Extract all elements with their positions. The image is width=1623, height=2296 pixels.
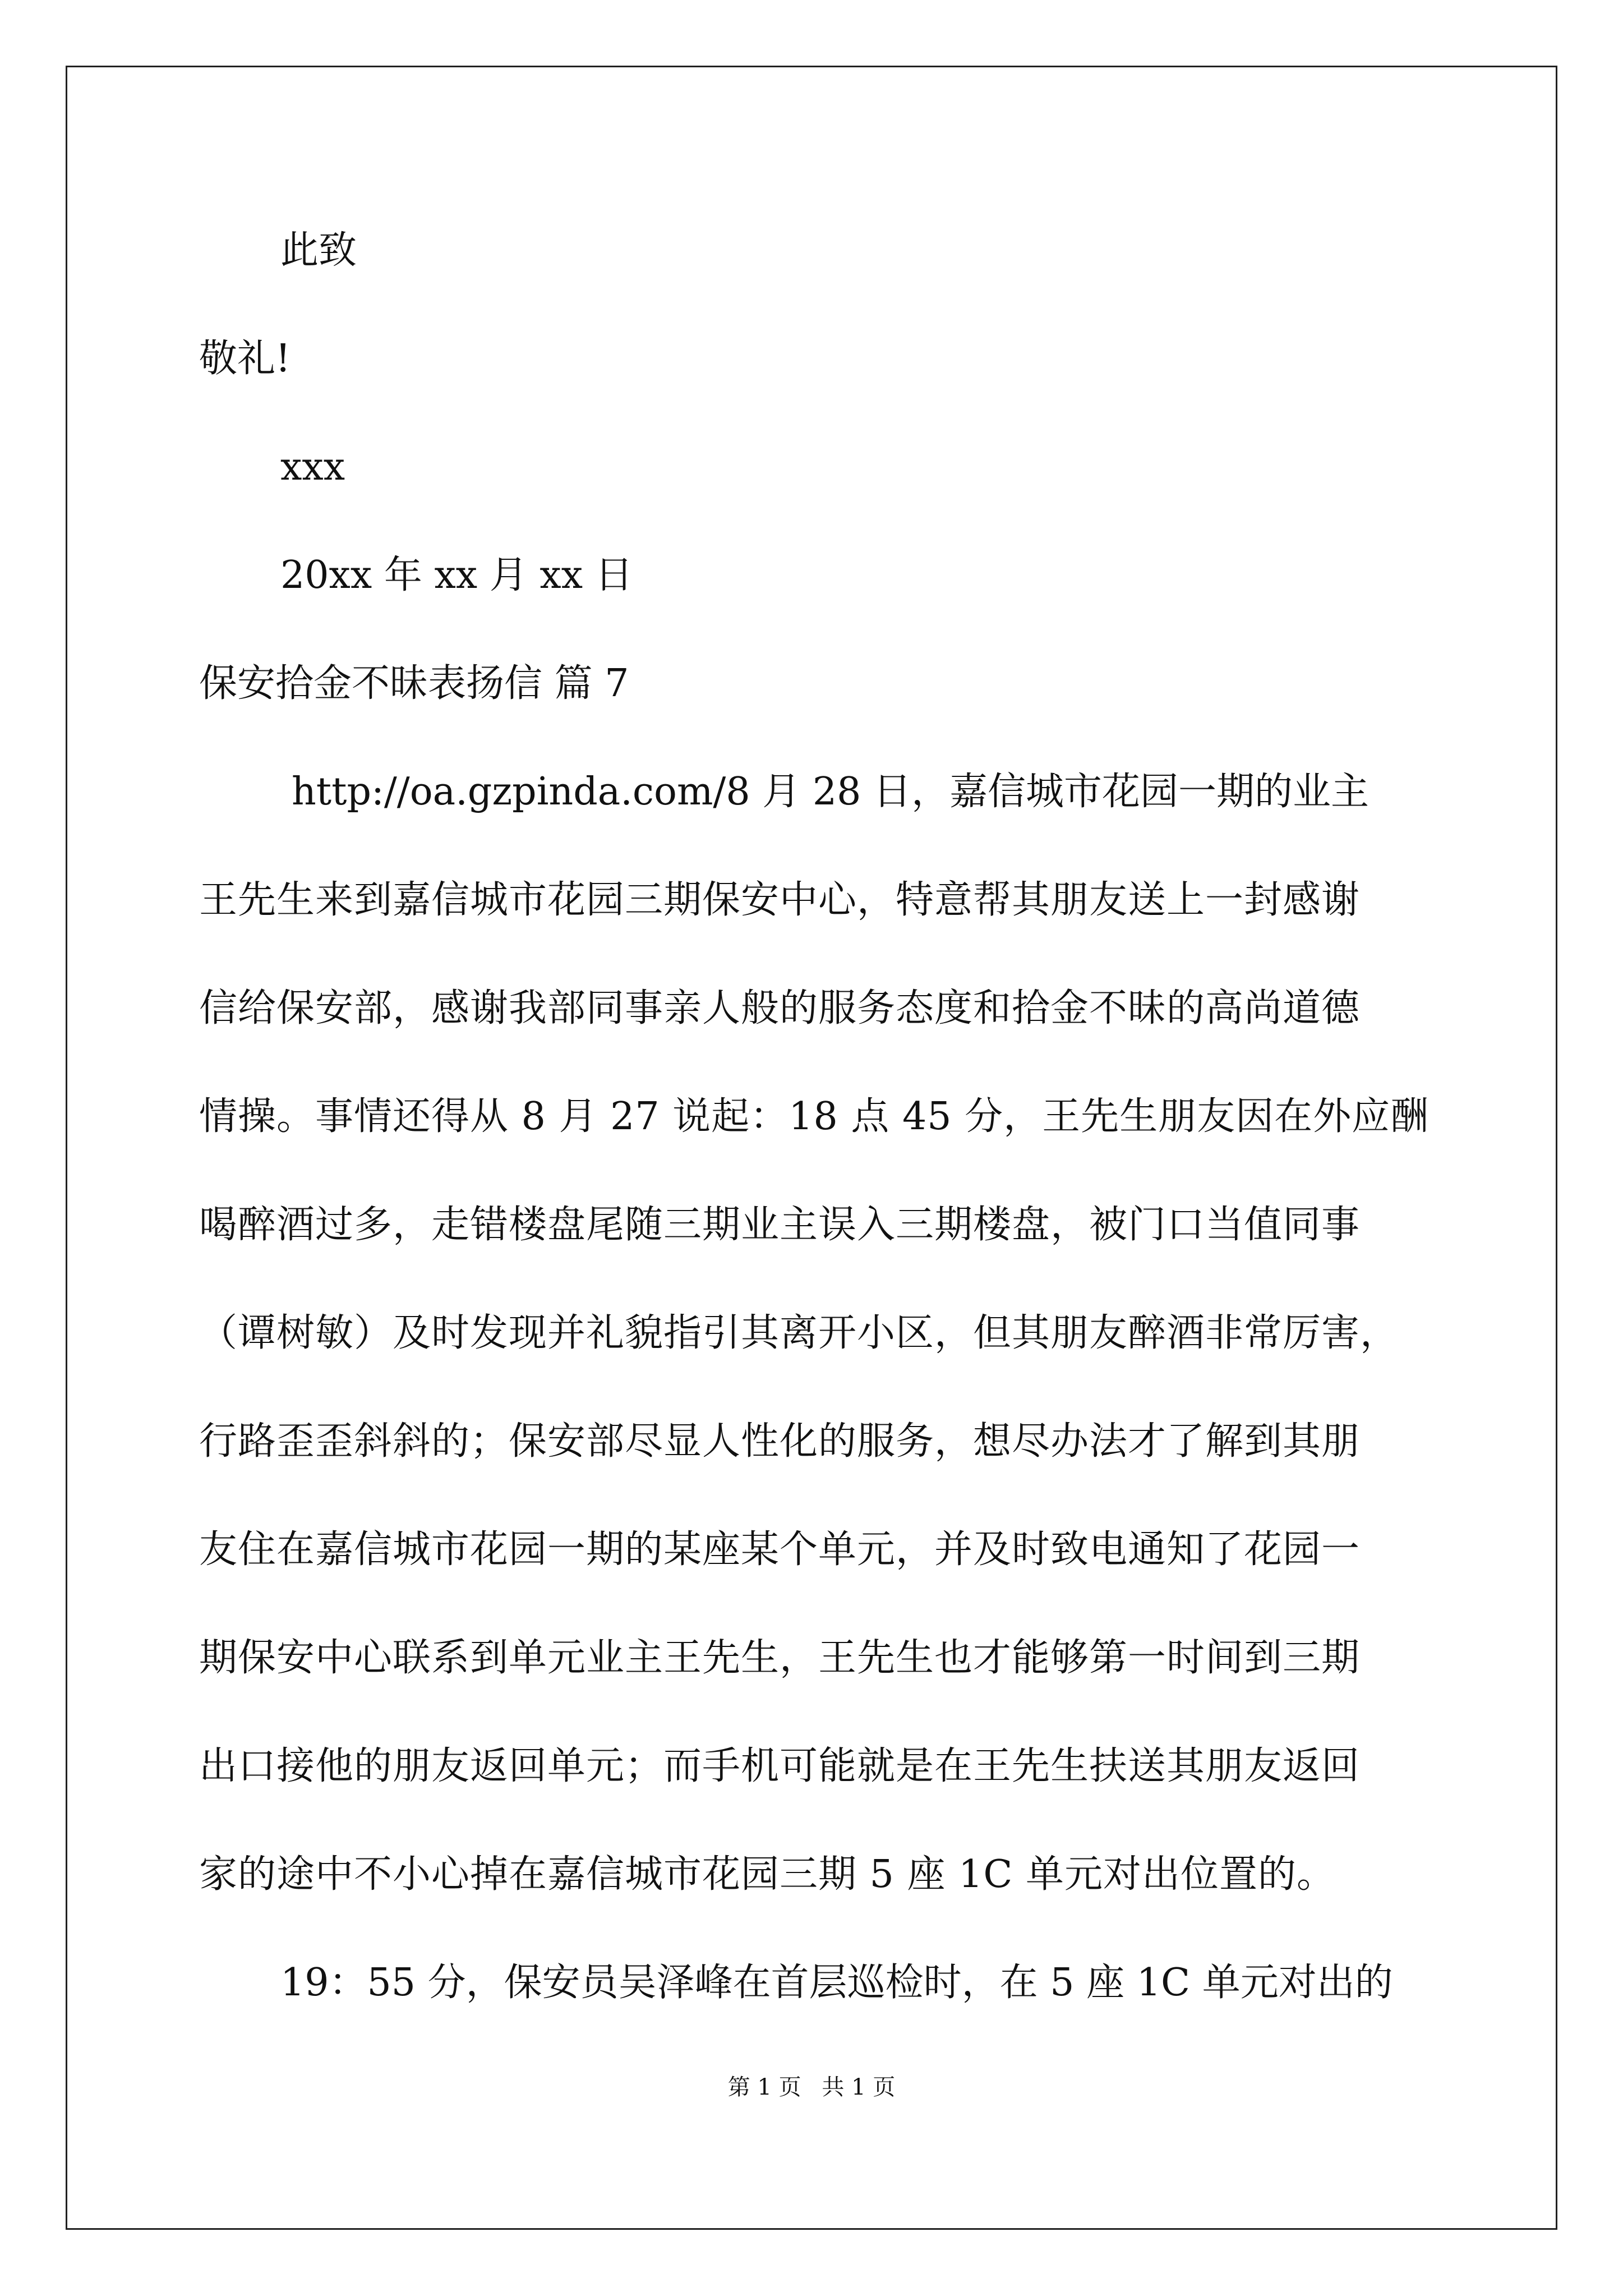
letter-date: 20xx 年 xx 月 xx 日	[280, 553, 633, 597]
paragraph-line: 友住在嘉信城市花园一期的某座某个单元，并及时致电通知了花园一	[199, 1527, 1361, 1572]
page-number: 第 1 页	[727, 2074, 801, 2100]
paragraph-line: 行路歪歪斜斜的；保安部尽显人性化的服务，想尽办法才了解到其朋	[199, 1419, 1361, 1464]
page-footer	[0, 2073, 1623, 2101]
page-border	[66, 66, 1557, 2230]
paragraph-line: 王先生来到嘉信城市花园三期保安中心，特意帮其朋友送上一封感谢	[199, 878, 1361, 922]
letter-salute: 敬礼!	[199, 337, 291, 381]
paragraph-line: （谭树敏）及时发现并礼貌指引其离开小区，但其朋友醉酒非常厉害，	[199, 1311, 1399, 1355]
paragraph-line: 信给保安部，感谢我部同事亲人般的服务态度和拾金不昧的高尚道德	[199, 986, 1361, 1030]
paragraph-line: 家的途中不小心掉在嘉信城市花园三期 5 座 1C 单元对出位置的。	[199, 1852, 1336, 1897]
paragraph-line: 期保安中心联系到单元业主王先生，王先生也才能够第一时间到三期	[199, 1636, 1361, 1680]
letter-closing: 此致	[280, 228, 357, 273]
paragraph-line: http://oa.gzpinda.com/8 月 28 日，嘉信城市花园一期的业主	[292, 770, 1369, 814]
page-total: 共 1 页	[822, 2074, 896, 2100]
section-heading: 保安拾金不昧表扬信 篇 7	[199, 661, 629, 706]
paragraph2-first-line: 19：55 分，保安员吴泽峰在首层巡检时，在 5 座 1C 单元对出的	[280, 1961, 1393, 2005]
letter-signature: xxx	[280, 445, 345, 489]
paragraph-line: 出口接他的朋友返回单元；而手机可能就是在王先生扶送其朋友返回	[199, 1744, 1361, 1788]
paragraph-line: 情操。事情还得从 8 月 27 说起：18 点 45 分，王先生朋友因在外应酬	[199, 1094, 1430, 1139]
paragraph-line: 喝醉酒过多，走错楼盘尾随三期业主误入三期楼盘，被门口当值同事	[199, 1203, 1361, 1247]
